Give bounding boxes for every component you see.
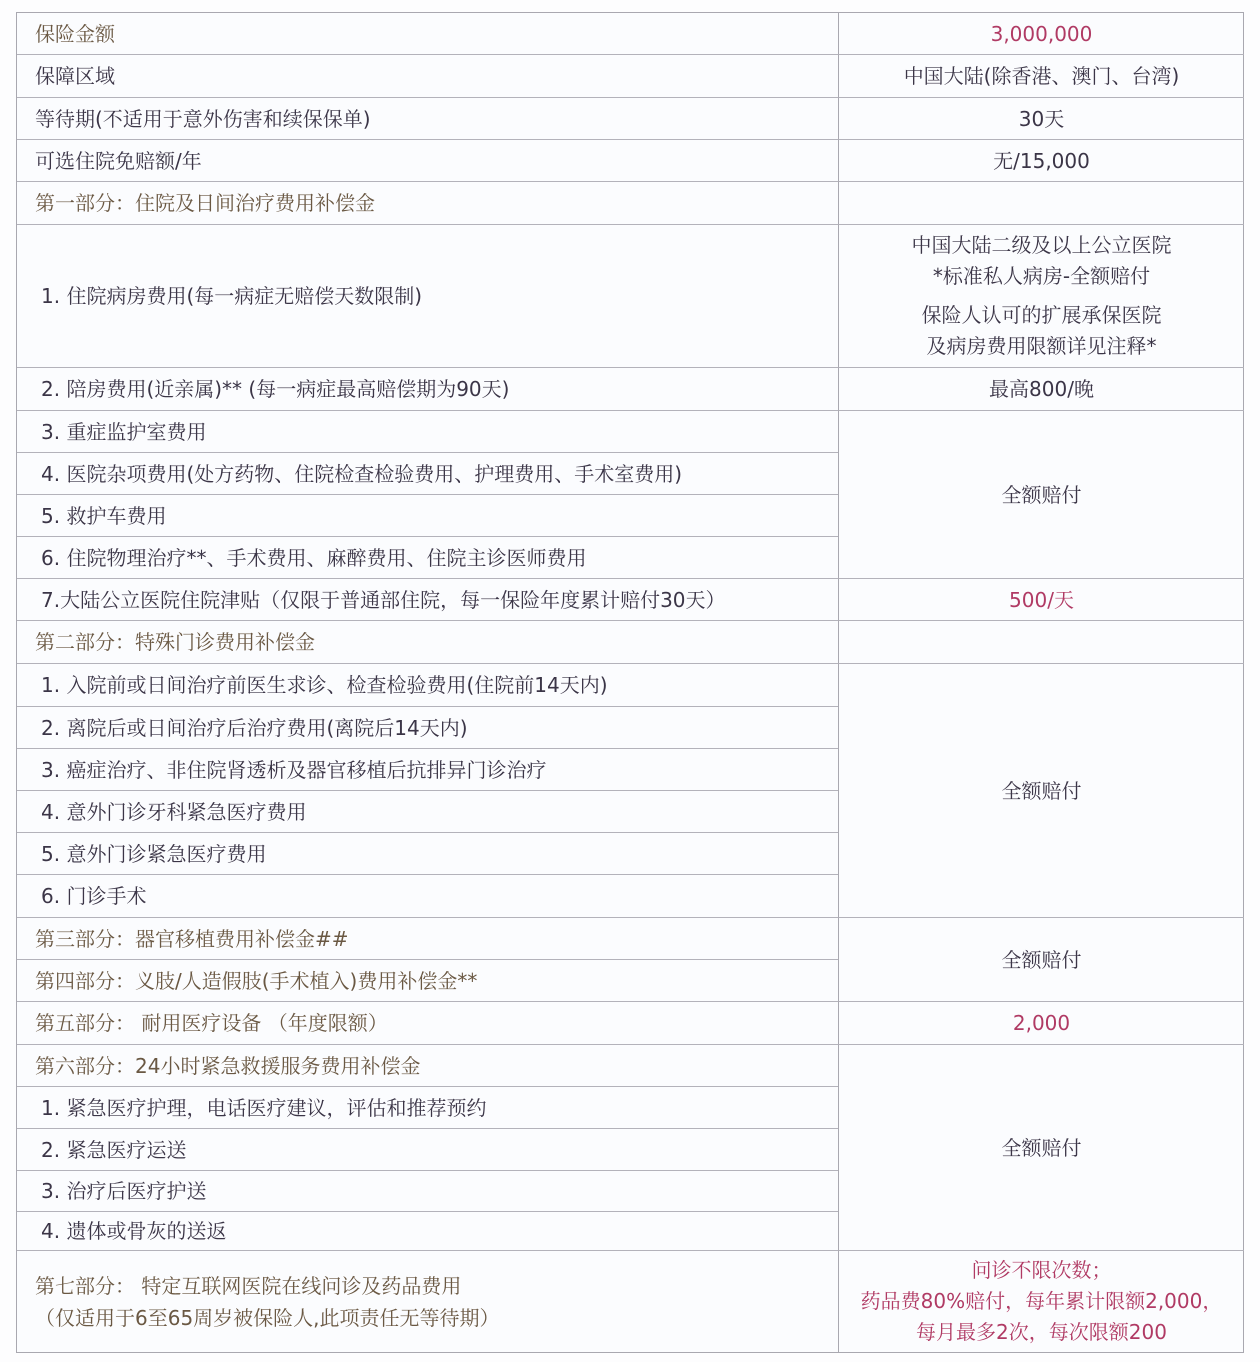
row-label-repatriation: 4. 遗体或骨灰的送返	[17, 1212, 838, 1251]
value-waiting-period: 30天	[838, 98, 1244, 140]
row-label-ward-fee: 1. 住院病房费用(每一病症无赔偿天数限制)	[17, 225, 838, 368]
section-header-part3: 第三部分：器官移植费用补偿金##	[17, 918, 838, 960]
ward-line-1: 中国大陆二级及以上公立医院	[911, 233, 1172, 257]
row-label-outpatient-emergency: 5. 意外门诊紧急医疗费用	[17, 833, 838, 875]
part7-note: （仅适用于6至65周岁被保险人,此项责任无等待期）	[35, 1305, 500, 1330]
part7-line-2: 药品费80%赔付，每年累计限额2,000，	[860, 1289, 1223, 1313]
row-label-waiting-period: 等待期(不适用于意外伤害和续保保单)	[17, 98, 838, 140]
row-label-hospital-allowance: 7.大陆公立医院住院津贴（仅限于普通部住院，每一保险年度累计赔付30天）	[17, 579, 838, 621]
row-label-emergency-transport: 2. 紧急医疗运送	[17, 1129, 838, 1171]
value-part5: 2,000	[838, 1002, 1244, 1045]
section-header-part7	[17, 1251, 838, 1352]
insurance-benefits-table	[16, 12, 1244, 1353]
row-label-medical-escort: 3. 治疗后医疗护送	[17, 1171, 838, 1212]
section-header-part1: 第一部分：住院及日间治疗费用补偿金	[17, 182, 838, 225]
section-header-part4: 第四部分：义肢/人造假肢(手术植入)费用补偿金**	[17, 960, 838, 1002]
part7-title: 第七部分： 特定互联网医院在线问诊及药品费用	[35, 1273, 462, 1298]
section-header-part5: 第五部分： 耐用医疗设备 （年度限额）	[17, 1002, 838, 1045]
row-label-deductible: 可选住院免赔额/年	[17, 140, 838, 182]
section-header-part2: 第二部分：特殊门诊费用补偿金	[17, 621, 838, 664]
value-part2-empty	[838, 621, 1244, 664]
ward-line-4: 及病房费用限额详见注释*	[926, 334, 1157, 358]
row-label-cancer-dialysis: 3. 癌症治疗、非住院肾透析及器官移植后抗排异门诊治疗	[17, 749, 838, 791]
value-part3-4: 全额赔付	[838, 918, 1244, 1002]
row-label-sum-insured: 保险金额	[17, 13, 838, 55]
row-label-misc-fee: 4. 医院杂项费用(处方药物、住院检查检验费用、护理费用、手术室费用)	[17, 453, 838, 495]
value-part6: 全额赔付	[838, 1045, 1244, 1251]
row-label-outpatient-surgery: 6. 门诊手术	[17, 875, 838, 918]
value-part2-items: 全额赔付	[838, 664, 1244, 918]
value-hospital-allowance: 500/天	[838, 579, 1244, 621]
row-label-coverage-area: 保障区域	[17, 55, 838, 98]
value-ward-fee	[838, 225, 1244, 368]
section-header-part6: 第六部分：24小时紧急救援服务费用补偿金	[17, 1045, 838, 1087]
value-deductible: 无/15,000	[838, 140, 1244, 182]
row-label-companion-fee: 2. 陪房费用(近亲属)** (每一病症最高赔偿期为90天)	[17, 368, 838, 411]
row-label-post-discharge: 2. 离院后或日间治疗后治疗费用(离院后14天内)	[17, 707, 838, 749]
value-coverage-area: 中国大陆(除香港、澳门、台湾)	[838, 55, 1244, 98]
part7-line-3: 每月最多2次，每次限额200	[916, 1320, 1167, 1344]
value-part7	[838, 1251, 1244, 1352]
row-label-therapy-surgery-fee: 6. 住院物理治疗**、手术费用、麻醉费用、住院主诊医师费用	[17, 537, 838, 579]
value-companion-fee: 最高800/晚	[838, 368, 1244, 411]
value-items-3-to-6: 全额赔付	[838, 411, 1244, 579]
ward-line-2: *标准私人病房-全额赔付	[932, 264, 1151, 288]
value-sum-insured: 3,000,000	[838, 13, 1244, 55]
value-part1-empty	[838, 182, 1244, 225]
row-label-dental-emergency: 4. 意外门诊牙科紧急医疗费用	[17, 791, 838, 833]
part7-line-1: 问诊不限次数；	[971, 1258, 1112, 1282]
row-label-icu-fee: 3. 重症监护室费用	[17, 411, 838, 453]
row-label-emergency-care: 1. 紧急医疗护理，电话医疗建议，评估和推荐预约	[17, 1087, 838, 1129]
ward-line-3: 保险人认可的扩展承保医院	[921, 303, 1162, 327]
row-label-ambulance-fee: 5. 救护车费用	[17, 495, 838, 537]
row-label-pre-admission: 1. 入院前或日间治疗前医生求诊、检查检验费用(住院前14天内)	[17, 664, 838, 707]
